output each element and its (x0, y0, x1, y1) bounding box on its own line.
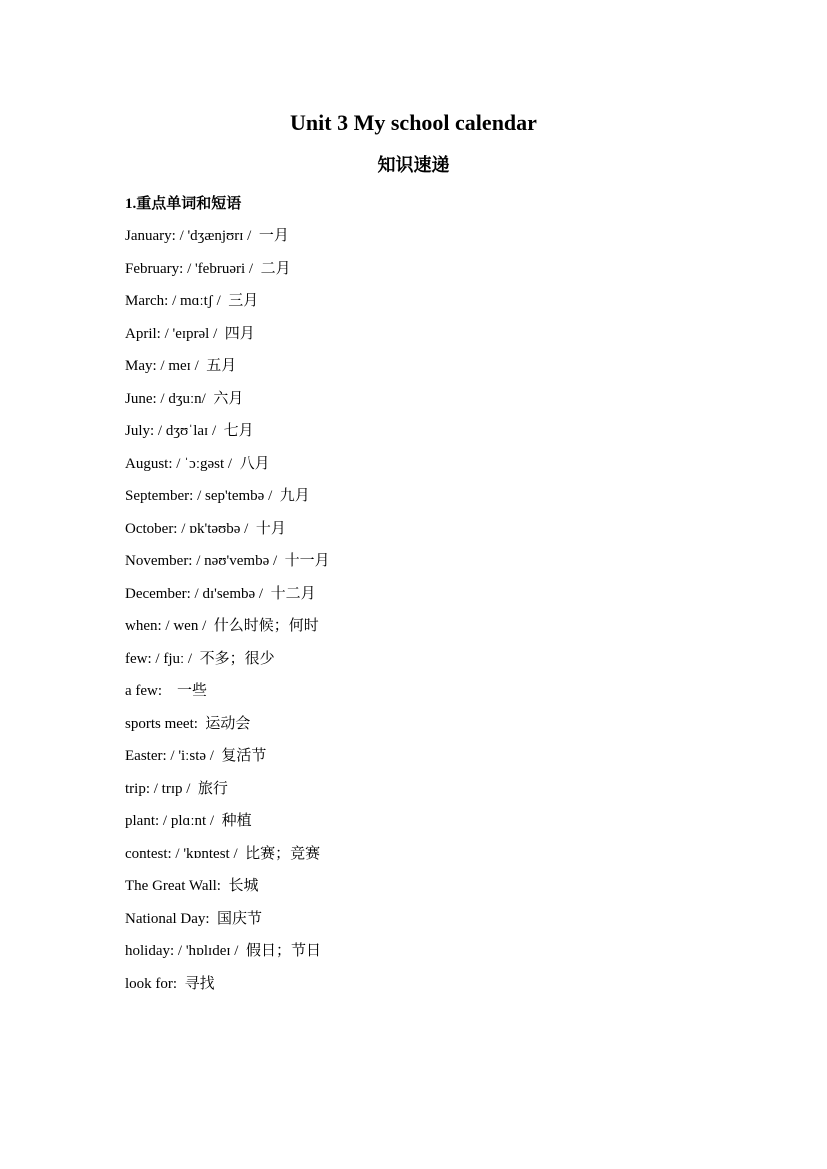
vocab-item-national-day: National Day: 国庆节 (125, 910, 263, 927)
document-title: Unit 3 My school calendar (290, 110, 537, 135)
vocab-item-contest: contest: / 'kɒntest / 比赛；竞赛 (125, 845, 321, 862)
vocab-item-few: few: / fjuː / 不多；很少 (125, 650, 275, 667)
vocab-item-may: May: / meɪ / 五月 (125, 358, 237, 374)
vocab-item-april: April: / 'eɪprəl / 四月 (125, 325, 255, 342)
vocab-item-january: January: / 'dʒænjʊrɪ / 一月 (125, 228, 289, 244)
section-heading: 1.重点单词和短语 (125, 196, 242, 212)
vocab-item-a-few: a few: 一些 (125, 683, 208, 699)
vocab-item-february: February: / 'februəri / 二月 (125, 260, 291, 277)
vocab-item-when: when: / wen / 什么时候；何时 (125, 618, 319, 634)
vocab-item-july: July: / dʒʊˈlaɪ / 七月 (125, 423, 254, 439)
vocab-item-sports-meet: sports meet: 运动会 (125, 715, 251, 732)
vocab-item-september: September: / sep'tembə / 九月 (125, 488, 310, 504)
document-subtitle: 知识速递 (377, 155, 450, 175)
vocab-item-march: March: / mɑːtʃ / 三月 (125, 293, 259, 309)
vocab-item-june: June: / dʒuːn/ 六月 (125, 390, 244, 407)
vocab-item-great-wall: The Great Wall: 长城 (125, 878, 259, 894)
vocab-item-plant: plant: / plɑːnt / 种植 (125, 813, 252, 829)
vocab-item-easter: Easter: / 'iːstə / 复活节 (125, 748, 267, 764)
vocab-item-holiday: holiday: / 'hɒlɪdeɪ / 假日；节日 (125, 943, 321, 959)
vocab-item-november: November: / nəʊ'vembə / 十一月 (125, 553, 330, 569)
vocab-item-look-for: look for: 寻找 (125, 975, 215, 992)
vocab-item-trip: trip: / trɪp / 旅行 (125, 780, 228, 797)
vocab-item-october: October: / ɒk'təʊbə / 十月 (125, 520, 286, 537)
vocab-list (125, 224, 330, 1004)
vocab-item-august: August: / ˈɔːgəst / 八月 (125, 455, 270, 472)
vocab-item-december: December: / dɪ'sembə / 十二月 (125, 585, 316, 602)
